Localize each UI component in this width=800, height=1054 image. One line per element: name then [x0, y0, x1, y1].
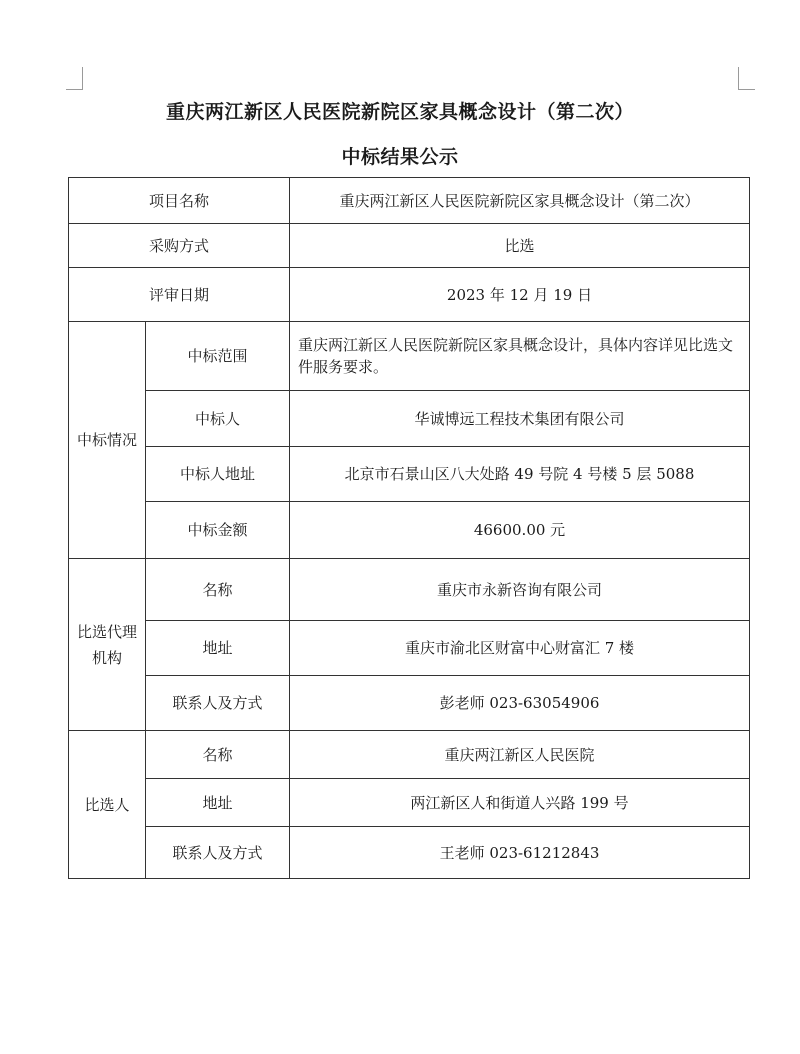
- agency-group-label: 比选代理机构: [69, 559, 146, 731]
- table-row-agency-contact: [69, 676, 750, 731]
- project-name-label: 项目名称: [69, 178, 290, 224]
- table-row-purchaser-contact: [69, 827, 750, 879]
- page-corner-mark-right: [738, 67, 755, 90]
- table-row-review-date: [69, 268, 750, 322]
- purchaser-address-label: 地址: [146, 779, 290, 827]
- award-result-table: [68, 177, 750, 879]
- award-amount-label: 中标金额: [146, 502, 290, 559]
- purchaser-name-value: 重庆两江新区人民医院: [290, 731, 750, 779]
- award-scope-label: 中标范围: [146, 322, 290, 391]
- purchase-method-label: 采购方式: [69, 224, 290, 268]
- document-title: 重庆两江新区人民医院新院区家具概念设计（第二次）: [165, 101, 634, 123]
- winner-address-label: 中标人地址: [146, 447, 290, 502]
- table-row-purchaser-name: [69, 731, 750, 779]
- project-name-value: 重庆两江新区人民医院新院区家具概念设计（第二次）: [290, 178, 750, 224]
- award-amount-value: 46600.00 元: [290, 502, 750, 559]
- table-row-agency-address: [69, 621, 750, 676]
- table-row-winner: [69, 391, 750, 447]
- page-corner-mark-left: [66, 67, 83, 90]
- table-row-award-scope: [69, 322, 750, 391]
- agency-address-label: 地址: [146, 621, 290, 676]
- agency-address-value: 重庆市渝北区财富中心财富汇 7 楼: [290, 621, 750, 676]
- purchaser-contact-label: 联系人及方式: [146, 827, 290, 879]
- purchaser-contact-value: 王老师 023-61212843: [290, 827, 750, 879]
- document-subtitle: 中标结果公示: [341, 146, 459, 168]
- table-row-purchase-method: [69, 224, 750, 268]
- winner-address-value: 北京市石景山区八大处路 49 号院 4 号楼 5 层 5088: [290, 447, 750, 502]
- award-scope-value: 重庆两江新区人民医院新院区家具概念设计，具体内容详见比选文件服务要求。: [290, 322, 750, 391]
- table-row-winner-address: [69, 447, 750, 502]
- winner-label: 中标人: [146, 391, 290, 447]
- table-row-agency-name: [69, 559, 750, 621]
- winner-value: 华诚博远工程技术集团有限公司: [290, 391, 750, 447]
- table-row-project-name: [69, 178, 750, 224]
- agency-contact-label: 联系人及方式: [146, 676, 290, 731]
- purchaser-group-label: 比选人: [69, 731, 146, 879]
- purchase-method-value: 比选: [290, 224, 750, 268]
- agency-name-label: 名称: [146, 559, 290, 621]
- award-group-label: 中标情况: [69, 322, 146, 559]
- table-row-award-amount: [69, 502, 750, 559]
- review-date-label: 评审日期: [69, 268, 290, 322]
- purchaser-address-value: 两江新区人和街道人兴路 199 号: [290, 779, 750, 827]
- agency-contact-value: 彭老师 023-63054906: [290, 676, 750, 731]
- table-row-purchaser-address: [69, 779, 750, 827]
- purchaser-name-label: 名称: [146, 731, 290, 779]
- review-date-value: 2023 年 12 月 19 日: [290, 268, 750, 322]
- agency-name-value: 重庆市永新咨询有限公司: [290, 559, 750, 621]
